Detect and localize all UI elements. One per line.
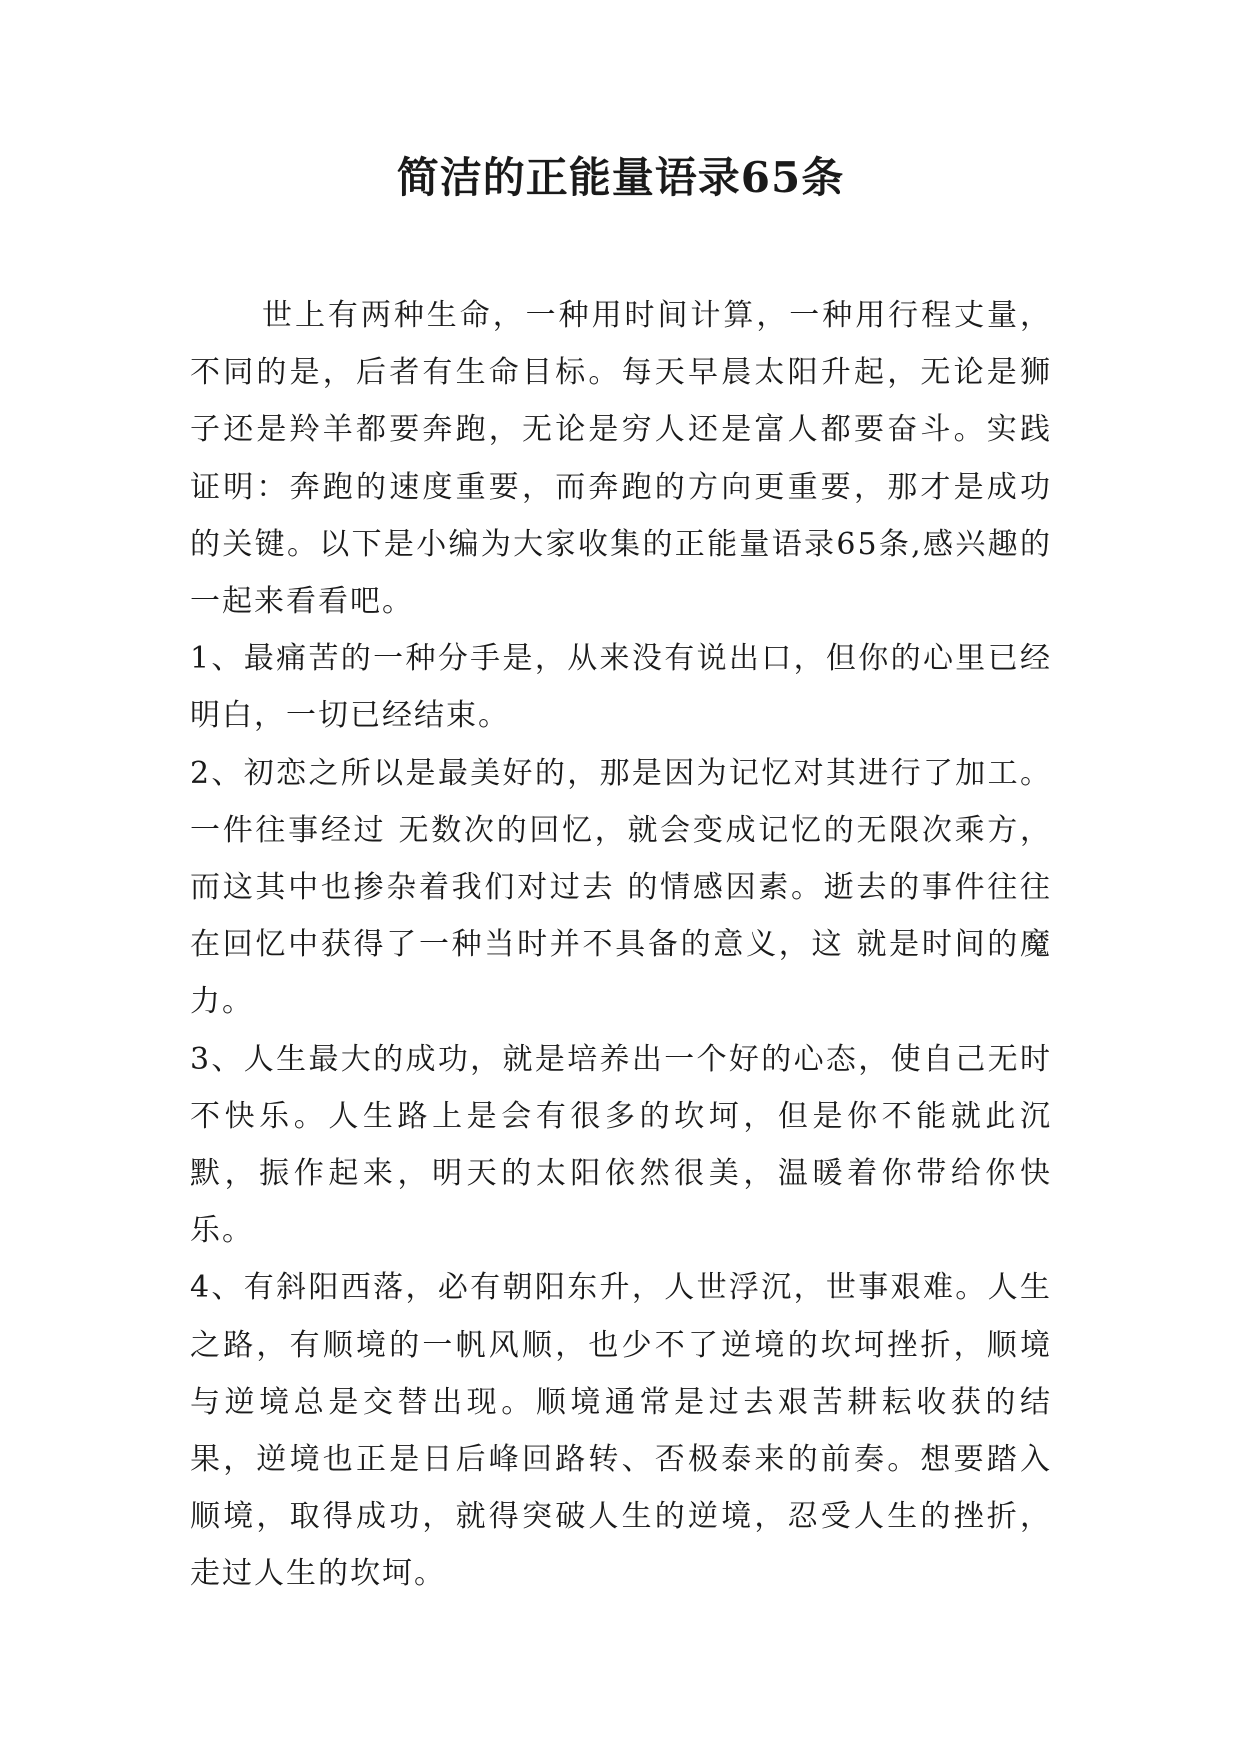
intro-paragraph: 世上有两种生命，一种用时间计算，一种用行程丈量，不同的是，后者有生命目标。每天早晨太阳升起，无论是狮子还是羚羊都要奔跑，无论是穷人还是富人都要奋斗。实践证明：奔跑的速度重要，而奔跑的方向更重要，那才是成功的关键。以下是小编为大家收集的正能量语录65条,感兴趣的一起来看看吧。 [190,298,1052,620]
quote-paragraph-1: 1、最痛苦的一种分手是，从来没有说出口，但你的心里已经明白，一切已经结束。 [190,641,1052,734]
quote-paragraph-4: 4、有斜阳西落，必有朝阳东升，人世浮沉，世事艰难。人生之路，有顺境的一帆风顺，也少不了逆境的坎坷挫折，顺境与逆境总是交替出现。顺境通常是过去艰苦耕耘收获的结果，逆境也正是日后峰回路转、否极泰来的前奏。想要踏入顺境，取得成功，就得突破人生的逆境，忍受人生的挫折，走过人生的坎坷。 [190,1270,1052,1592]
document-title: 简洁的正能量语录65条 [396,153,845,202]
quote-paragraph-3: 3、人生最大的成功，就是培养出一个好的心态，使自己无时不快乐。人生路上是会有很多的坎坷，但是你不能就此沉默，振作起来，明天的太阳依然很美，温暖着你带给你快乐。 [190,1041,1052,1249]
document-body [190,287,1052,1603]
quote-paragraph-2: 2、初恋之所以是最美好的，那是因为记忆对其进行了加工。一件往事经过 无数次的回忆，就会变成记忆的无限次乘方，而这其中也掺杂着我们对过去 的情感因素。逝去的事件往往在回忆中获得了一种当时并不具备的意义，这 就是时间的魔力。 [190,755,1052,1020]
